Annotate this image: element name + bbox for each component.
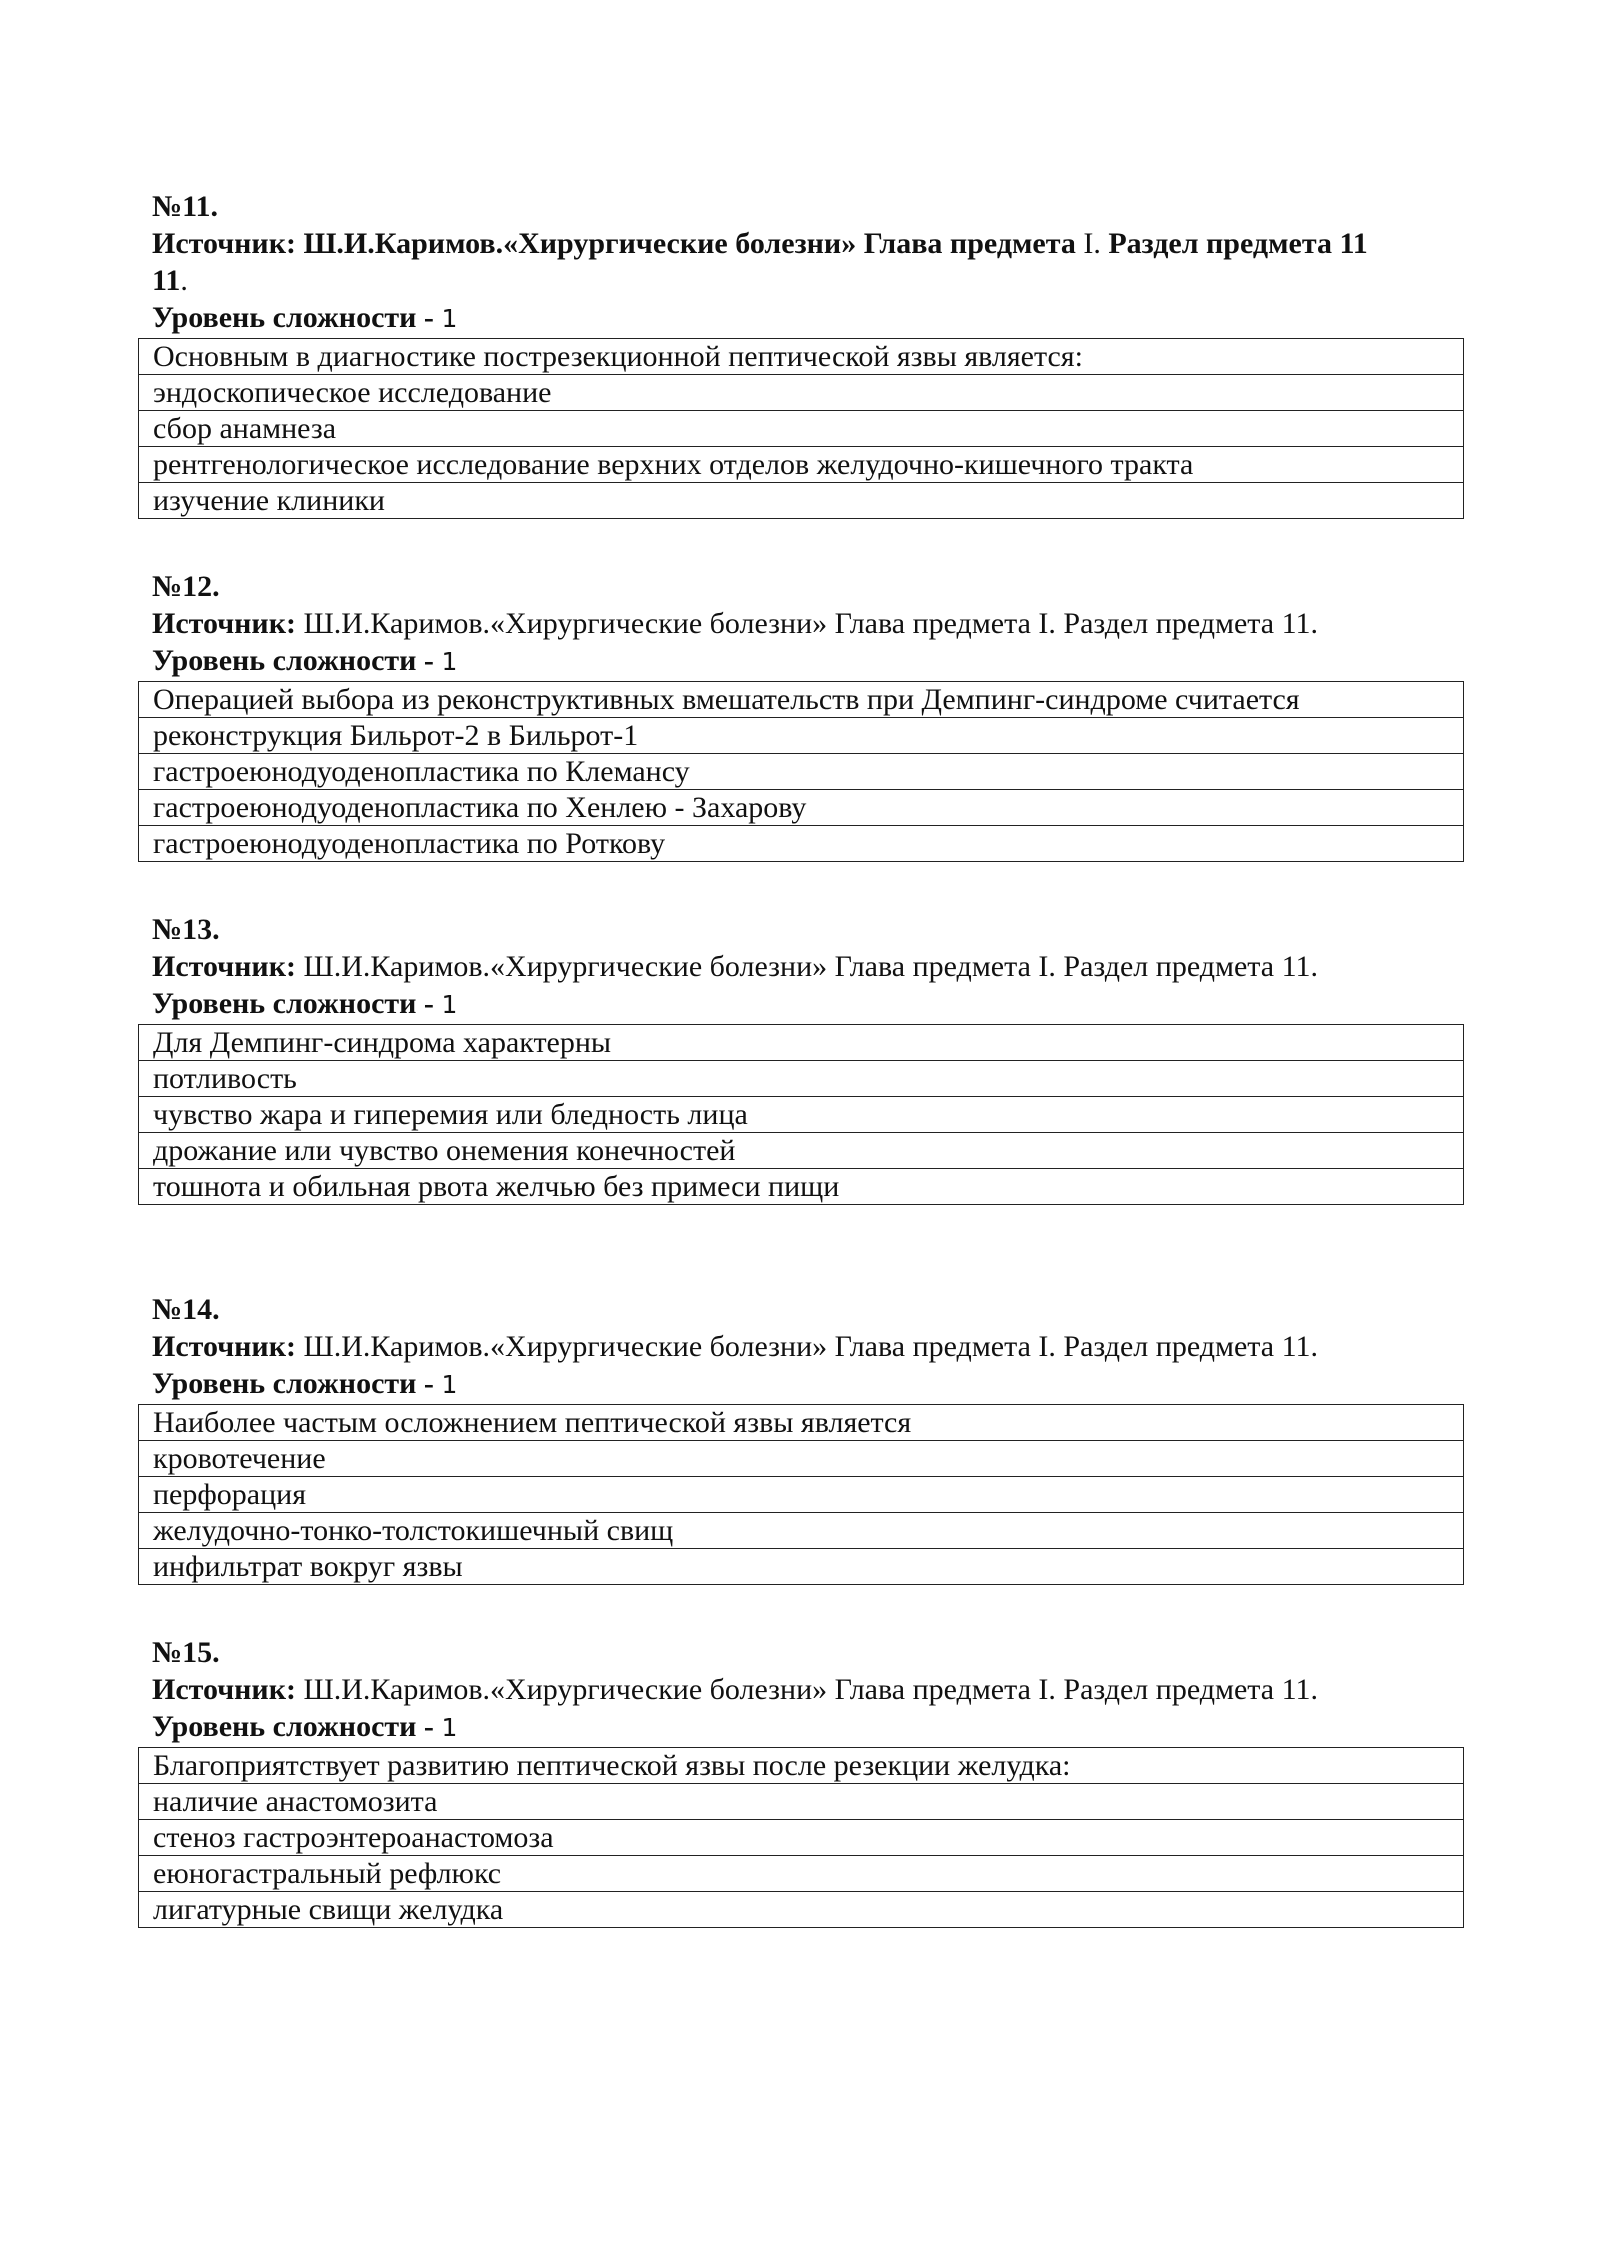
difficulty-label: Уровень сложности - [152,1367,434,1400]
answer-text: реконструкция Бильрот-2 в Бильрот-1 [139,718,1464,754]
answer-text: лигатурные свищи желудка [139,1892,1464,1928]
source-text: Ш.И.Каримов.«Хирургические болезни» Глава предмета I. Раздел предмета 11. [303,1673,1318,1706]
source-text: Ш.И.Каримов.«Хирургические болезни» Глава предмета I. Раздел предмета 11. [303,950,1318,983]
answer-row [139,375,1464,411]
difficulty-label: Уровень сложности - [152,301,434,334]
source-line [138,1328,1464,1365]
question-row [139,1025,1464,1061]
difficulty-value: 1 [441,990,458,1019]
answer-text: перфорация [139,1477,1464,1513]
answer-row [139,1784,1464,1820]
source-label: Источник: [152,950,296,983]
question-table [138,338,1464,519]
question-number: №14. [152,1293,220,1326]
question-table [138,1024,1464,1205]
source-text: Ш.И.Каримов.«Хирургические болезни» Глава предмета I. Раздел предмета 11. [303,607,1318,640]
answer-row [139,754,1464,790]
answer-text: чувство жара и гиперемия или бледность лица [139,1097,1464,1133]
question-row [139,1405,1464,1441]
source-roman: I. [1075,227,1101,260]
question-number: №11. [152,190,218,223]
answer-row [139,1061,1464,1097]
source-end: . [180,264,188,297]
answer-row [139,411,1464,447]
answer-text: эндоскопическое исследование [139,375,1464,411]
difficulty-label: Уровень сложности - [152,644,434,677]
answer-row [139,790,1464,826]
source-line [138,948,1464,985]
answer-text: стеноз гастроэнтероанастомоза [139,1820,1464,1856]
question-block-13 [138,911,1464,1205]
difficulty-value: 1 [441,1370,458,1399]
source-label: Источник: [152,1330,296,1363]
question-text: Благоприятствует развитию пептической язвы после резекции желудка: [139,1748,1464,1784]
answer-text: кровотечение [139,1441,1464,1477]
answer-row [139,447,1464,483]
question-text: Для Демпинг-синдрома характерны [139,1025,1464,1061]
source-section: Раздел предмета 11 [1100,227,1368,260]
answer-row [139,718,1464,754]
question-table [138,681,1464,862]
answer-row [139,1549,1464,1585]
question-block-11 [138,188,1464,519]
answer-row [139,1441,1464,1477]
source-text: Ш.И.Каримов.«Хирургические болезни» Глава предмета I. Раздел предмета 11. [303,1330,1318,1363]
answer-row [139,826,1464,862]
difficulty-line [138,1365,1464,1403]
question-row [139,1748,1464,1784]
question-text: Наиболее частым осложнением пептической язвы является [139,1405,1464,1441]
question-text: Основным в диагностике пострезекционной пептической язвы является: [139,339,1464,375]
source-label: Источник: [152,1673,296,1706]
answer-text: рентгенологическое исследование верхних отделов желудочно-кишечного тракта [139,447,1464,483]
difficulty-line [138,642,1464,680]
answer-text: инфильтрат вокруг язвы [139,1549,1464,1585]
source-line [138,605,1464,642]
answer-row [139,1820,1464,1856]
difficulty-label: Уровень сложности - [152,1710,434,1743]
answer-row [139,1892,1464,1928]
difficulty-label: Уровень сложности - [152,987,434,1020]
difficulty-value: 1 [441,304,458,333]
question-block-15 [138,1634,1464,1928]
answer-row [139,1097,1464,1133]
difficulty-value: 1 [441,647,458,676]
answer-text: сбор анамнеза [139,411,1464,447]
question-table [138,1747,1464,1928]
question-text: Операцией выбора из реконструктивных вмешательств при Демпинг-синдроме считается [139,682,1464,718]
source-text: Ш.И.Каримов.«Хирургические болезни» Глава предмета [303,227,1076,260]
source-label: Источник: [152,227,296,260]
source-section-number: 11 [152,264,181,297]
question-number: №13. [152,913,220,946]
answer-text: гастроеюнодуоденопластика по Хенлею - Захарову [139,790,1464,826]
answer-text: гастроеюнодуоденопластика по Роткову [139,826,1464,862]
answer-row [139,483,1464,519]
source-label: Источник: [152,607,296,640]
answer-text: дрожание или чувство онемения конечностей [139,1133,1464,1169]
source-line [138,1671,1464,1708]
answer-row [139,1513,1464,1549]
answer-text: изучение клиники [139,483,1464,519]
question-block-12 [138,568,1464,862]
answer-text: гастроеюнодуоденопластика по Клемансу [139,754,1464,790]
question-row [139,339,1464,375]
source-line [138,225,1464,262]
question-number: №15. [152,1636,220,1669]
question-number: №12. [152,570,220,603]
answer-row [139,1169,1464,1205]
difficulty-line [138,1708,1464,1746]
question-row [139,682,1464,718]
answer-text: еюногастральный рефлюкс [139,1856,1464,1892]
difficulty-line [138,299,1464,337]
question-block-14 [138,1291,1464,1585]
source-line-continued [138,262,1464,299]
answer-text: потливость [139,1061,1464,1097]
answer-row [139,1133,1464,1169]
answer-row [139,1477,1464,1513]
difficulty-line [138,985,1464,1023]
answer-text: наличие анастомозита [139,1784,1464,1820]
answer-text: желудочно-тонко-толстокишечный свищ [139,1513,1464,1549]
question-table [138,1404,1464,1585]
difficulty-value: 1 [441,1713,458,1742]
answer-row [139,1856,1464,1892]
answer-text: тошнота и обильная рвота желчью без примеси пищи [139,1169,1464,1205]
